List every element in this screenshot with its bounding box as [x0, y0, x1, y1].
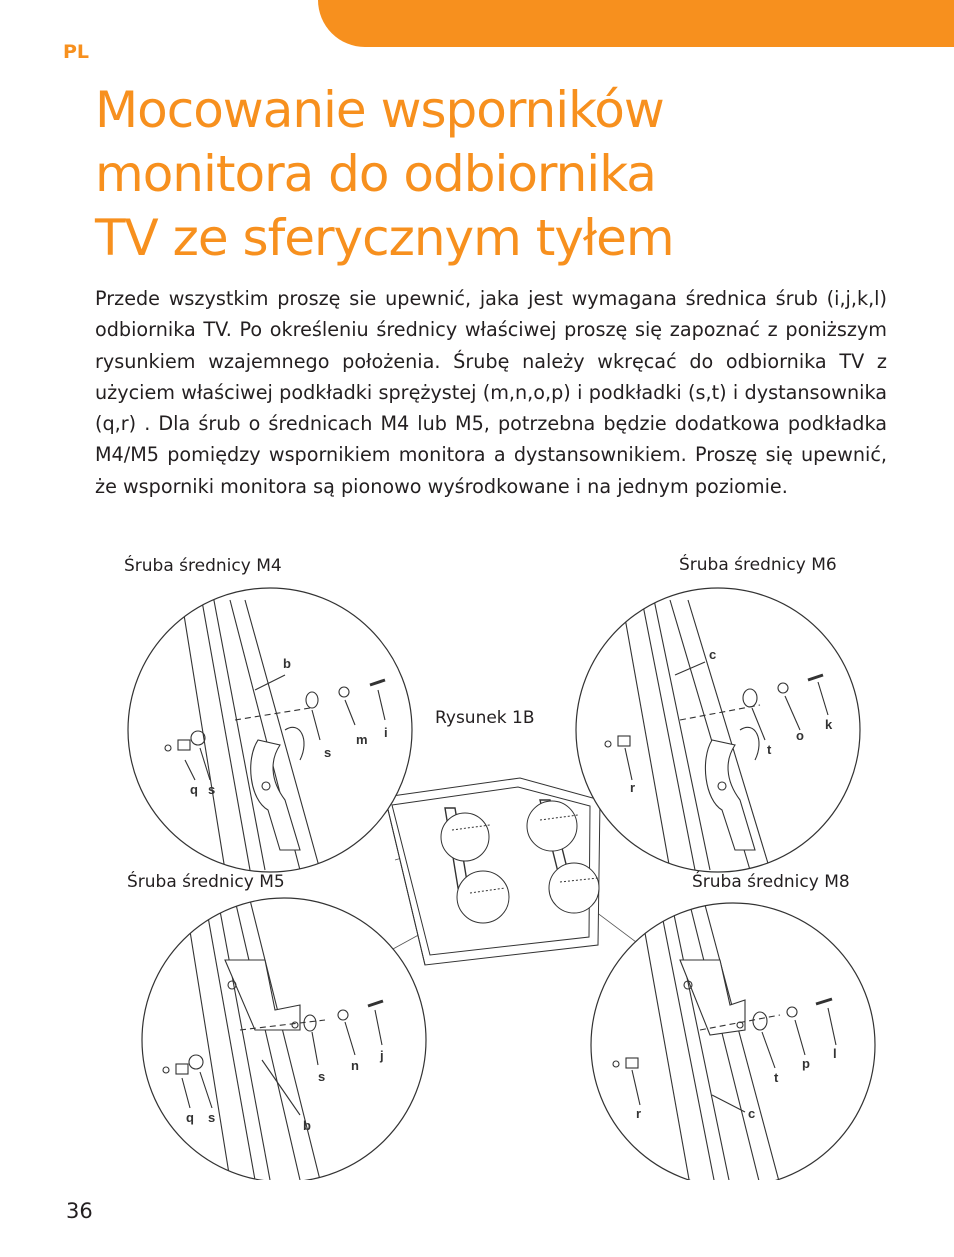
detail-m4	[128, 588, 412, 872]
letter: s	[208, 782, 216, 797]
label-m5: Śruba średnicy M5	[127, 872, 285, 892]
title-line: monitora do odbiornika	[95, 145, 656, 203]
tv-back-diagram	[385, 778, 600, 965]
letter: b	[283, 656, 291, 671]
detail-m6	[576, 588, 860, 872]
label-m8: Śruba średnicy M8	[692, 872, 850, 892]
letter: c	[709, 647, 717, 662]
letter: l	[833, 1046, 837, 1061]
letter: m	[356, 732, 368, 747]
letter: q	[186, 1110, 194, 1125]
figure-caption: Rysunek 1B	[435, 708, 535, 728]
letter: r	[630, 780, 636, 795]
letter: c	[748, 1106, 756, 1121]
letter: j	[380, 1048, 384, 1063]
instructions-paragraph: Przede wszystkim proszę sie upewnić, jaka jest wymagana średnica śrub (i,j,k,l) odbiornika TV. Po określeniu średnicy właściwej proszę się zapoznać z poniższym rysunkiem wzajemnego położenia. Śrubę należy wkręcać do odbiornika TV z użyciem właściwej podkładki sprężystej (m,n,o,p) i podkładki (s,t) i dystansownika (q,r) . Dla śrub o średnicach M4 lub M5, potrzebna będzie dodatkowa podkładka M4/M5 pomiędzy wspornikiem monitora a dystansownikiem. Proszę się upewnić, że wsporniki monitora są pionowo wyśrodkowane i na jednym poziomie.	[95, 287, 887, 498]
letter: t	[774, 1070, 779, 1085]
page-title	[95, 78, 855, 270]
letter: s	[208, 1110, 216, 1125]
letter: s	[318, 1069, 326, 1084]
letter: k	[825, 717, 833, 732]
title-line: Mocowanie wsporników	[95, 81, 664, 139]
letter: p	[802, 1056, 810, 1071]
letter: q	[190, 782, 198, 797]
letter: r	[636, 1106, 642, 1121]
label-m4: Śruba średnicy M4	[124, 556, 282, 576]
letter: o	[796, 728, 804, 743]
detail-m5	[142, 898, 426, 1180]
detail-m8	[591, 903, 875, 1180]
letter: n	[351, 1058, 359, 1073]
language-code: PL	[63, 41, 90, 63]
letter: s	[324, 745, 332, 760]
label-m6: Śruba średnicy M6	[679, 555, 837, 575]
letter: t	[767, 742, 772, 757]
header-tab	[318, 0, 954, 47]
page-number: 36	[66, 1199, 93, 1223]
letter: i	[384, 725, 388, 740]
title-line: TV ze sferycznym tyłem	[95, 209, 674, 267]
mounting-illustration	[0, 540, 954, 1180]
letter: b	[303, 1118, 311, 1133]
